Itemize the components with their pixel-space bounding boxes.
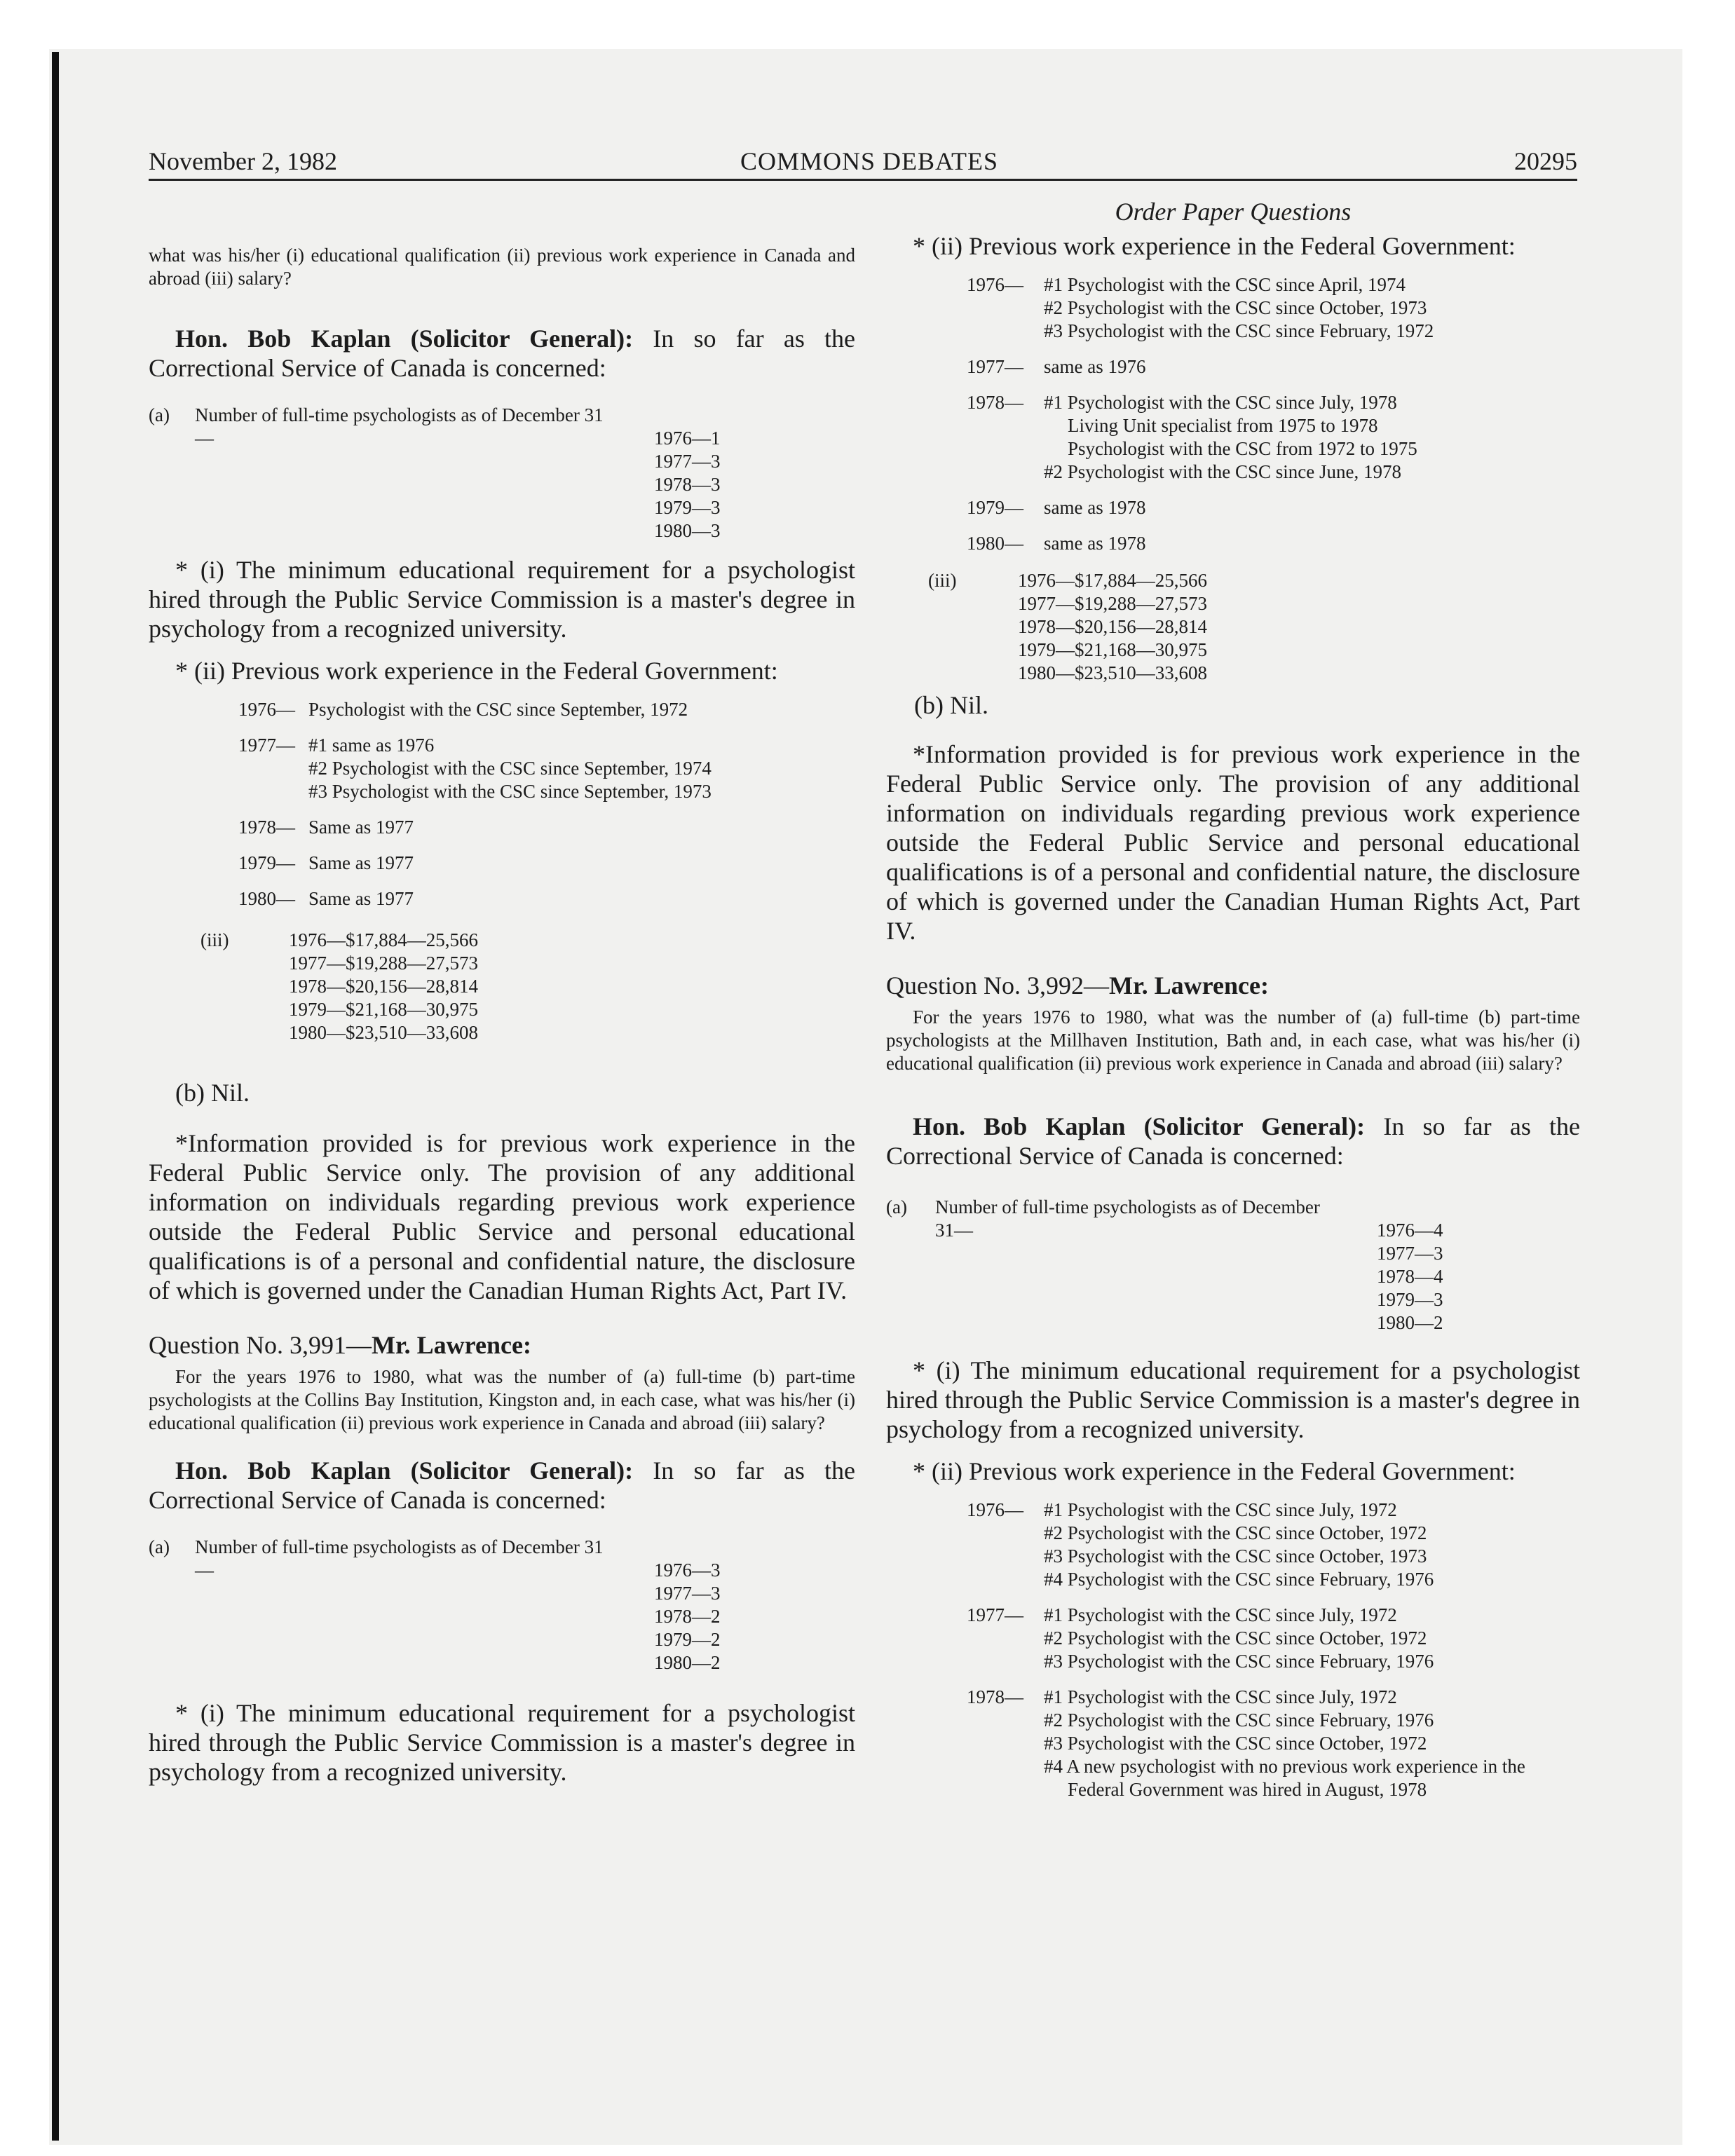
work-year: 1977— (967, 1604, 1023, 1625)
work-line: Same as 1977 (308, 817, 414, 838)
answer-paragraph (149, 324, 855, 383)
work-line: Living Unit specialist from 1975 to 1978 (1068, 415, 1378, 436)
education-requirement: * (i) The minimum educational requirement for a psychologist hired through the Public Service Commission is a master's degree in psychology from a recognized university. (149, 556, 855, 643)
salary-line: 1979—$21,168—30,975 (289, 999, 478, 1020)
answer-text: In so far as the Correctional Service of Canada is concerned: (886, 1112, 1581, 1170)
work-entry (967, 273, 1580, 343)
work-line: #3 Psychologist with the CSC since October, 1972 (1044, 1733, 1427, 1754)
work-line: #1 Psychologist with the CSC since July, 1972 (1044, 1499, 1397, 1520)
left-column (149, 189, 855, 1787)
work-entry (238, 887, 855, 910)
information-note: *Information provided is for previous work experience in the Federal Public Service only. The provision of any additional information on individuals regarding previous work experience outside the Federal Public Service and personal educational qualifications is of a personal and confidential nature, the disclosure of which is governed under the Canadian Human Rights Act, Part IV. (149, 1129, 855, 1304)
work-line: #1 Psychologist with the CSC since July, 1978 (1044, 392, 1397, 413)
work-line: same as 1976 (1044, 356, 1146, 377)
header-date: November 2, 1982 (149, 147, 337, 175)
question-text: For the years 1976 to 1980, what was the number of (a) full-time (b) part-time psychologists at the Collins Bay Institution, Kingston and, in each case, what was his/her (i) educational qualification (ii) previous work experience in Canada and abroad (iii) salary? (149, 1366, 855, 1433)
work-entry (238, 734, 855, 803)
work-line: #2 Psychologist with the CSC since October, 1972 (1044, 1628, 1427, 1649)
year-count: 1976—3 (654, 1560, 721, 1581)
work-line: Psychologist with the CSC from 1972 to 1975 (1068, 438, 1417, 459)
salary-label: (iii) (200, 929, 229, 950)
item-text: Number of full-time psychologists as of December 31— (195, 1536, 604, 1581)
year-counts (654, 404, 780, 543)
year-count: 1976—4 (1377, 1220, 1443, 1241)
right-column (886, 189, 1580, 1801)
work-year: 1976— (238, 699, 295, 720)
work-year: 1976— (967, 274, 1023, 295)
year-counts (1377, 1196, 1503, 1335)
header-page-number: 20295 (1514, 147, 1577, 175)
year-count: 1978—4 (1377, 1266, 1443, 1287)
question-text: For the years 1976 to 1980, what was the number of (a) full-time (b) part-time psychologists at the Millhaven Institution, Bath and, in each case, what was his/her (i) educational qualification (ii) previous work experience in Canada and abroad (iii) salary? (886, 1007, 1580, 1074)
questioner-name: Mr. Lawrence: (372, 1331, 531, 1359)
answer-paragraph (149, 1456, 855, 1515)
salary-line: 1978—$20,156—28,814 (289, 976, 478, 997)
year-count: 1979—2 (654, 1629, 721, 1650)
work-line: #3 Psychologist with the CSC since October, 1973 (1044, 1546, 1427, 1567)
work-year: 1978— (238, 817, 295, 838)
work-line: #2 Psychologist with the CSC since June, 1978 (1044, 461, 1402, 482)
header-rule (149, 179, 1577, 181)
work-line: same as 1978 (1044, 497, 1146, 518)
work-entry (238, 698, 855, 721)
year-count: 1980—2 (654, 1652, 721, 1673)
work-entry (967, 496, 1580, 519)
work-entry (967, 391, 1580, 484)
answer-text: In so far as the Correctional Service of Canada is concerned: (149, 325, 856, 382)
item-label: (a) (149, 404, 170, 425)
work-year: 1980— (238, 888, 295, 909)
work-line: Psychologist with the CSC since September, 1972 (308, 699, 688, 720)
work-line: #2 Psychologist with the CSC since October, 1972 (1044, 1522, 1427, 1543)
salary-label: (iii) (928, 570, 957, 591)
year-count: 1979—3 (654, 497, 721, 518)
information-note: *Information provided is for previous work experience in the Federal Public Service only. The provision of any additional information on individuals regarding previous work experience outside the Federal Public Service and personal educational qualifications is of a personal and confidential nature, the disclosure of which is governed under the Canadian Human Rights Act, Part IV. (886, 740, 1580, 945)
year-counts (654, 1536, 780, 1674)
year-count: 1978—3 (654, 474, 721, 495)
work-year: 1977— (238, 735, 295, 756)
work-line: #2 Psychologist with the CSC since October, 1973 (1044, 297, 1427, 318)
work-line: Same as 1977 (308, 888, 414, 909)
part-b-answer: (b) Nil. (175, 1079, 250, 1107)
year-count: 1978—2 (654, 1606, 721, 1627)
question-number: Question No. 3,992— (886, 971, 1109, 999)
year-count: 1980—3 (654, 520, 721, 541)
salary-line: 1976—$17,884—25,566 (1018, 570, 1207, 591)
work-experience-list (886, 273, 1580, 555)
question-continuation: what was his/her (i) educational qualification (ii) previous work experience in Canada and abroad (iii) salary? (149, 245, 855, 289)
salary-block (149, 929, 855, 1044)
work-experience-list (149, 698, 855, 910)
work-experience-heading: * (ii) Previous work experience in the Federal Government: (913, 232, 1516, 260)
question-heading (149, 1330, 855, 1360)
work-line: same as 1978 (1044, 533, 1146, 554)
salary-block (886, 569, 1580, 685)
work-experience-heading: * (ii) Previous work experience in the Federal Government: (175, 657, 778, 685)
salary-line: 1979—$21,168—30,975 (1018, 639, 1207, 660)
year-count: 1977—3 (654, 451, 721, 472)
year-count: 1976—1 (654, 428, 721, 449)
work-entry (967, 1499, 1580, 1591)
work-entry (238, 816, 855, 839)
work-year: 1978— (967, 392, 1023, 413)
item-text: Number of full-time psychologists as of December 31— (935, 1196, 1320, 1241)
work-year: 1978— (967, 1686, 1023, 1707)
work-entry (967, 1686, 1580, 1801)
item-text: Number of full-time psychologists as of December 31— (195, 404, 604, 449)
work-experience-heading: * (ii) Previous work experience in the Federal Government: (913, 1457, 1516, 1485)
work-year: 1979— (967, 497, 1023, 518)
work-line: #2 Psychologist with the CSC since February, 1976 (1044, 1710, 1434, 1731)
header-title: COMMONS DEBATES (740, 147, 999, 175)
questioner-name: Mr. Lawrence: (1109, 971, 1269, 999)
work-entry (967, 532, 1580, 555)
work-line: #4 Psychologist with the CSC since February, 1976 (1044, 1569, 1434, 1590)
work-entry (967, 355, 1580, 378)
item-label: (a) (886, 1196, 907, 1217)
work-line: #1 Psychologist with the CSC since July, 1972 (1044, 1604, 1397, 1625)
full-time-count-block (886, 1196, 1580, 1335)
full-time-count-block (149, 404, 855, 543)
answer-paragraph (886, 1112, 1580, 1171)
year-count: 1977—3 (1377, 1243, 1443, 1264)
year-count: 1977—3 (654, 1583, 721, 1604)
speaker-name: Hon. Bob Kaplan (Solicitor General): (175, 1456, 634, 1485)
work-line: #1 same as 1976 (308, 735, 435, 756)
salary-line: 1976—$17,884—25,566 (289, 929, 478, 950)
work-line: #3 Psychologist with the CSC since February, 1972 (1044, 320, 1434, 341)
speaker-name: Hon. Bob Kaplan (Solicitor General): (175, 325, 634, 353)
work-year: 1977— (967, 356, 1023, 377)
work-experience-list (886, 1499, 1580, 1801)
work-year: 1979— (238, 852, 295, 873)
education-requirement: * (i) The minimum educational requirement for a psychologist hired through the Public Service Commission is a master's degree in psychology from a recognized university. (149, 1699, 855, 1786)
work-entry (238, 852, 855, 875)
section-title: Order Paper Questions (1115, 198, 1352, 226)
work-line: #1 Psychologist with the CSC since April, 1974 (1044, 274, 1406, 295)
education-requirement: * (i) The minimum educational requirement for a psychologist hired through the Public Service Commission is a master's degree in psychology from a recognized university. (886, 1356, 1580, 1443)
salary-line: 1980—$23,510—33,608 (1018, 662, 1207, 683)
part-b-answer: (b) Nil. (914, 691, 988, 719)
salary-line: 1980—$23,510—33,608 (289, 1022, 478, 1043)
work-line: #3 Psychologist with the CSC since September, 1973 (308, 781, 712, 802)
salary-line: 1978—$20,156—28,814 (1018, 616, 1207, 637)
work-line: #4 A new psychologist with no previous work experience in the Federal Government was hired in August, 1978 (1044, 1756, 1525, 1800)
answer-text: In so far as the Correctional Service of Canada is concerned: (149, 1456, 856, 1514)
work-line: Same as 1977 (308, 852, 414, 873)
salary-line: 1977—$19,288—27,573 (1018, 593, 1207, 614)
work-year: 1976— (967, 1499, 1023, 1520)
work-year: 1980— (967, 533, 1023, 554)
full-time-count-block (149, 1536, 855, 1674)
work-line: #2 Psychologist with the CSC since September, 1974 (308, 758, 712, 779)
item-label: (a) (149, 1536, 170, 1557)
speaker-name: Hon. Bob Kaplan (Solicitor General): (913, 1112, 1366, 1140)
year-count: 1980—2 (1377, 1312, 1443, 1333)
work-line: #1 Psychologist with the CSC since July, 1972 (1044, 1686, 1397, 1707)
year-count: 1979—3 (1377, 1289, 1443, 1310)
salary-line: 1977—$19,288—27,573 (289, 953, 478, 974)
question-heading (886, 971, 1580, 1000)
question-number: Question No. 3,991— (149, 1331, 372, 1359)
work-line: #3 Psychologist with the CSC since February, 1976 (1044, 1651, 1434, 1672)
work-entry (967, 1604, 1580, 1673)
